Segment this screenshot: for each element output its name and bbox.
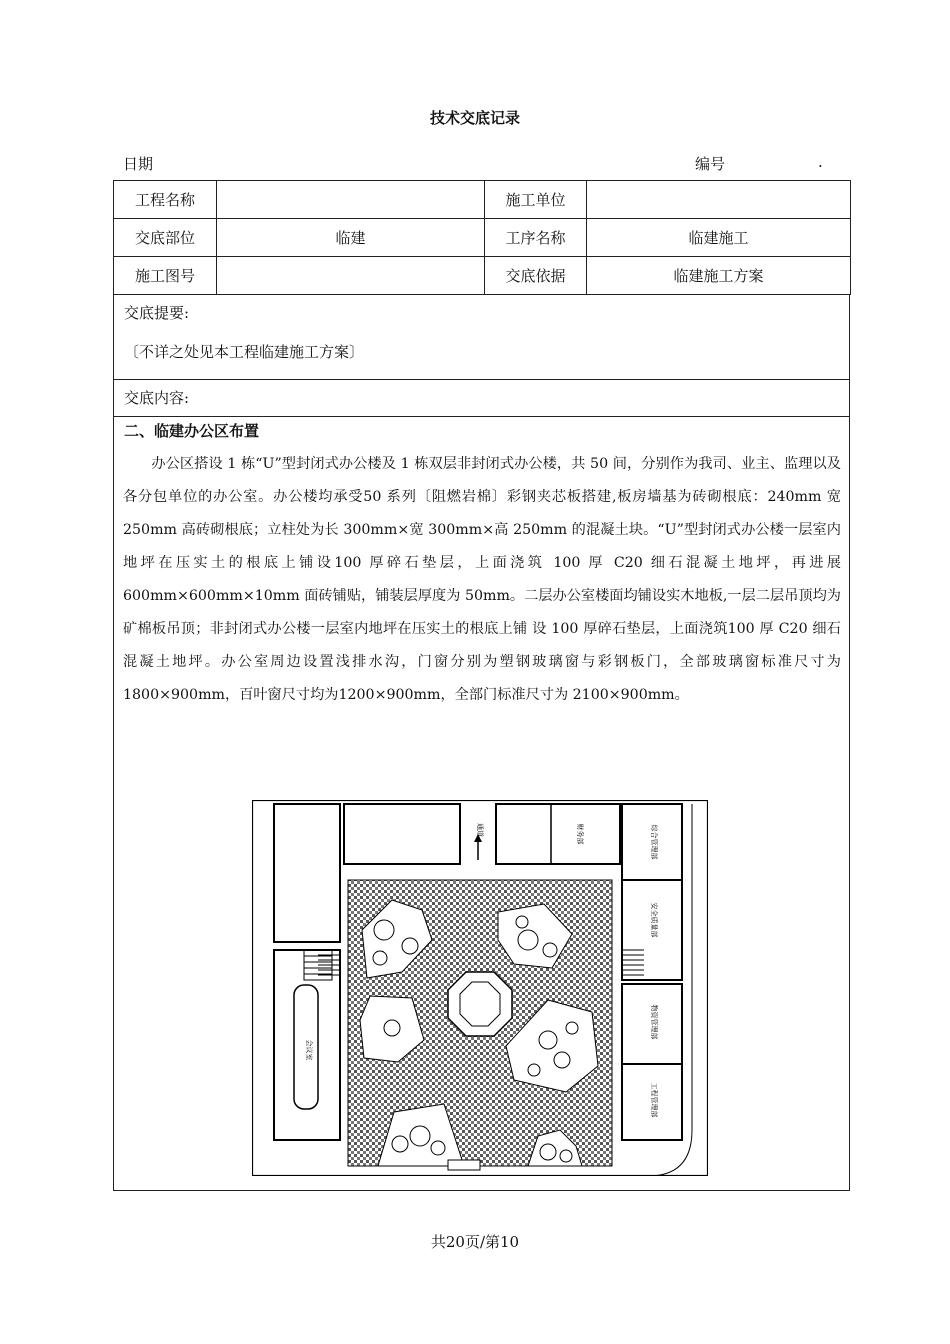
process-label: 工序名称 [485,219,587,257]
basis-value: 临建施工方案 [587,257,851,295]
room-label: 财务部 [576,823,584,845]
summary-label: 交底提要: [124,304,190,322]
access-label: 通道 [476,823,484,837]
room-label: 会议室 [305,1039,313,1061]
process-value: 临建施工 [587,219,851,257]
room-label: 工程管理部 [650,1082,658,1118]
content-label-section [113,379,850,417]
contractor-label: 施工单位 [485,181,587,219]
content-paragraph: 办公区搭设 1 栋“U”型封闭式办公楼及 1 栋双层非封闭式办公楼，共 50 间，分别作为我司、业主、监理以及各分包单位的办公室。办公楼均承受50 系列〔阻燃岩棉〕彩钢夹芯板搭建,板房墙基为砖砌根底：240mm 宽 250mm 高砖砌根底；立柱处为长 300mm×宽 300mm×高 250mm 的混凝土块。“U”型封闭式办公楼一层室内地坪在压实土的根底上铺设100 厚碎石垫层，上面浇筑 100 厚 C20 细石混凝土地坪，再进展 600mm×600mm×10mm 面砖铺贴，铺装层厚度为 50mm。二层办公室楼面均铺设实木地板,一层二层吊顶均为矿棉板吊顶；非封闭式办公楼一层室内地坪在压实土的根底上铺 设 100 厚碎石垫层，上面浇筑100 厚 C20 细石混凝土地坪。办公室周边设置浅排水沟，门窗分别为塑钢玻璃窗与彩钢板门，全部玻璃窗标准尺寸为1800×900mm，百叶窗尺寸均为1200×900mm，全部门标准尺寸为 2100×900mm。 [123,456,841,703]
content-label: 交底内容: [124,389,190,407]
office-site-plan [252,800,708,1176]
info-table [113,180,851,295]
room-label: 综合管理部 [650,824,658,860]
room-label: 安全质量部 [650,902,658,938]
location-label: 交底部位 [114,219,217,257]
number-label: 编号 [695,155,726,173]
table-row [114,181,851,219]
date-label: 日期 [123,155,154,173]
number-dot: . [818,153,823,171]
project-name-label: 工程名称 [114,181,217,219]
contractor-value [587,181,851,219]
table-row [114,219,851,257]
summary-section [113,295,850,380]
section-heading: 二、临建办公区布置 [124,422,260,440]
table-row [114,257,851,295]
page-footer: 共20页/第10 [430,1233,520,1251]
summary-text: 〔不详之处见本工程临建施工方案〕 [124,343,365,361]
drawing-no-value [217,257,485,295]
basis-label: 交底依据 [485,257,587,295]
document-title: 技术交底记录 [429,109,520,127]
project-name-value [217,181,485,219]
drawing-no-label: 施工图号 [114,257,217,295]
location-value: 临建 [217,219,485,257]
room-label: 物资管理部 [650,1004,658,1040]
entrance-gate [448,1160,480,1170]
